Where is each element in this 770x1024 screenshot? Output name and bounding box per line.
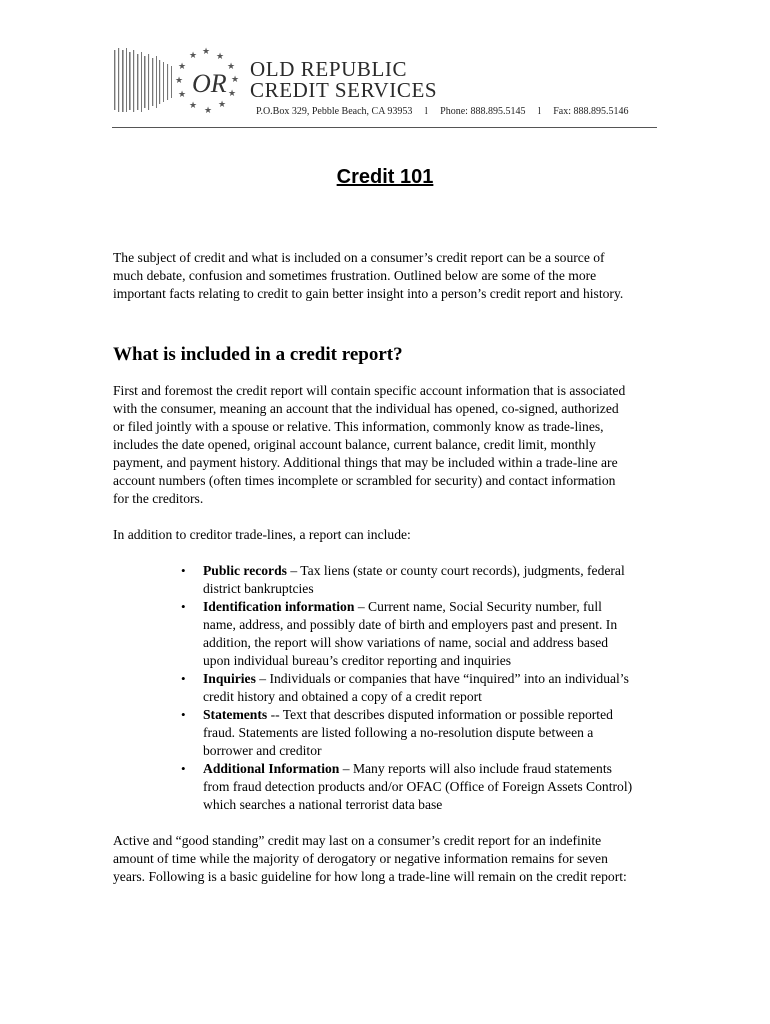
phone: Phone: 888.895.5145 xyxy=(440,106,526,117)
report-contents-list xyxy=(113,562,633,814)
list-item-text: – Individuals or companies that have “inquired” into an individual’s credit history and obtained a copy of a credit report xyxy=(203,671,629,704)
svg-text:★: ★ xyxy=(227,62,236,72)
company-logo xyxy=(112,46,246,118)
svg-text:★: ★ xyxy=(216,52,225,62)
list-item-text: – Many reports will also include fraud statements from fraud detection products and/or OFAC (Office of Foreign Assets Control) which searches a national terrorist data base xyxy=(203,761,633,812)
body-paragraph-3: Active and “good standing” credit may last on a consumer’s credit report for an indefinite amount of time while the majority of derogatory or negative information remains for seven years. Following is a basic guideline for how long a trade-line will remain on the credit report: xyxy=(113,833,627,884)
logo-monogram: OR xyxy=(192,69,227,98)
list-item-term: Public records xyxy=(203,563,287,578)
body-paragraph-2: In addition to creditor trade-lines, a report can include: xyxy=(113,527,411,542)
svg-text:★: ★ xyxy=(175,76,184,86)
company-name-line1: OLD REPUBLIC xyxy=(250,57,408,81)
list-item xyxy=(181,706,633,760)
svg-text:★: ★ xyxy=(228,89,237,99)
bullet-icon: • xyxy=(181,761,186,776)
list-item-text: – Tax liens (state or county court records), judgments, federal district bankruptcies xyxy=(203,563,625,596)
list-item-term: Statements xyxy=(203,707,268,722)
list-item xyxy=(181,670,633,706)
contact-info xyxy=(256,106,629,117)
svg-text:★: ★ xyxy=(202,47,211,57)
bullet-icon: • xyxy=(181,563,186,578)
svg-text:★: ★ xyxy=(178,62,187,72)
svg-text:★: ★ xyxy=(178,90,187,100)
intro-paragraph: The subject of credit and what is included on a consumer’s credit report can be a source of much debate, confusion and sometimes frustration. Outlined below are some of the more important facts relating to credit to gain better insight into a person’s credit report and history. xyxy=(113,250,624,301)
svg-text:★: ★ xyxy=(218,100,227,110)
separator: l xyxy=(537,106,541,117)
svg-text:★: ★ xyxy=(231,75,240,85)
body-paragraph-1: First and foremost the credit report will contain specific account information that is associated with the consumer, meaning an account that the individual has opened, co-signed, authorized or filed jointly with a spouse or relative. This information, commonly know as trade-lines, includes the date opened, original account balance, current balance, credit limit, monthly payment, and payment history. Additional things that may be included within a trade-line are account numbers (often times incomplete or scrambled for security) and contact information for the creditors. xyxy=(113,383,626,506)
letterhead xyxy=(112,46,657,128)
svg-text:★: ★ xyxy=(189,101,198,111)
bullet-icon: • xyxy=(181,599,186,614)
document-body xyxy=(113,249,633,886)
fax: Fax: 888.895.5146 xyxy=(553,106,629,117)
list-item xyxy=(181,598,633,670)
bullet-icon: • xyxy=(181,707,186,722)
list-item-text: -- Text that describes disputed information or possible reported fraud. Statements are listed following a no-resolution dispute between a borrower and creditor xyxy=(203,707,613,758)
section-heading: What is included in a credit report? xyxy=(113,344,403,365)
list-item xyxy=(181,562,633,598)
company-name-line2: CREDIT SERVICES xyxy=(250,78,438,102)
list-item xyxy=(181,760,633,814)
header-divider xyxy=(112,127,657,128)
company-name xyxy=(250,59,437,101)
list-item-text: – Current name, Social Security number, full name, address, and possibly date of birth and employers past and present. In addition, the report will show variations of name, social and address based upon individual bureau’s creditor reporting and inquiries xyxy=(203,599,618,668)
list-item-term: Additional Information xyxy=(203,761,340,776)
list-item-term: Inquiries xyxy=(203,671,256,686)
bullet-icon: • xyxy=(181,671,186,686)
list-item-term: Identification information xyxy=(203,599,355,614)
svg-text:★: ★ xyxy=(204,106,213,116)
separator: l xyxy=(424,106,428,117)
address: P.O.Box 329, Pebble Beach, CA 93953 xyxy=(256,106,413,117)
page-title: Credit 101 xyxy=(336,166,434,188)
svg-text:★: ★ xyxy=(189,51,198,61)
